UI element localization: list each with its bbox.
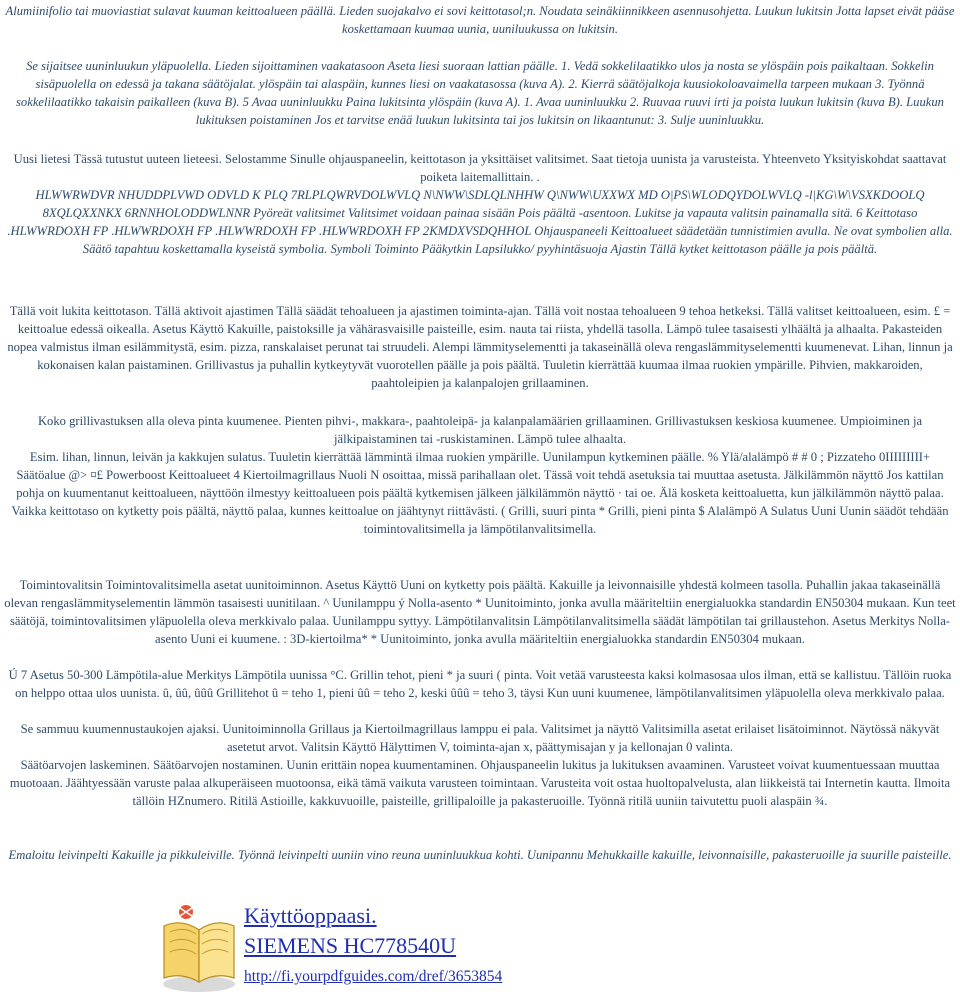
paragraph-controls-display: Se sammuu kuumennustaukojen ajaksi. Uunitoiminnolla Grillaus ja Kiertoilmagrillaus lamppu ei pala. Valitsimet ja näyttö Valitsimilla asetat erilaiset lisätoiminnot. Näytössä näkyvät asetetut arvot. Valitsin Käyttö Hälyttimen V, toiminta-ajan x, päättymisajan y ja kellonajan 0 valinta. — [20, 722, 940, 754]
paragraph-residual-heat: Esim. lihan, linnun, leivän ja kakkujen sulatus. Tuuletin kierrättää lämmintä ilmaa ruokien ympärille. Uunilampun kytkeminen päälle. % Ylä/alalämpö # # 0 ; Pizzateho 0IIIIIIIII+ Säätöalue @> ¤£ Powerboost Keittoalueet 4 Kiertoilmagrillaus Nuoli N osoittaa, missä parihallaan olet. Tässä voit tehdä asetuksia tai muuttaa asetusta. Jälkilämmön näyttö Jos kattilan pohja on kuumentanut keittoalueen, näyttöön ilmestyy keittoalueen pois päältä kytkemisen jälkeen jälkilämmön näyttö · tai oe. Älä kosketa keittoaluetta, kun jälkilämmön näyttö palaa. Vaikka keittotaso on kytketty pois päältä, näyttö palaa, kunnes keittoalue on jäähtynyt riittävästi. ( Grilli, suuri pinta * Grilli, pieni pinta $ Alalämpö A Sulatus Uuni Uunin säädöt tehdään toimintovalitsimella ja lämpötilanvalitsimella. — [11, 450, 949, 536]
paragraph-temperature: Ú 7 Asetus 50-300 Lämpötila-alue Merkitys Lämpötila uunissa °C. Grillin tehot, pieni * ja suuri ( pinta. Voit vetää varusteesta kaksi kolmasosaa ulos ilman, että se kallistuu. Tällöin ruoka on helppo ottaa ulos uunista. û, ûû, ûûû Grillitehot û = teho 1, pieni ûû = teho 2, keski ûûû = teho 3, täysi Kun uuni kuumenee, lämpötilanvalitsimen yläpuolella oleva merkkivalo palaa. — [8, 668, 952, 700]
paragraph-baking-tray: Emaloitu leivinpelti Kakuille ja pikkuleiville. Työnnä leivinpelti uuniin vino reuna uuninluukkua kohti. Uunipannu Mehukkaille kakuille, leivonnaisille, pakasteruoille ja suurille paisteille. — [8, 848, 952, 862]
paragraph-lock-intro: Alumiinifolio tai muoviastiat sulavat kuuman keittoalueen päällä. Lieden suojakalvo ei sovi keittotasol;n. Noudata seinäkiinnikkeen asennusohjetta. Luukun lukitsin Jotta lapset eivät pääse koskettamaan kuumaa uunia, uuniluukussa on lukitsin. — [5, 4, 955, 36]
paragraph-hob-functions: Tällä voit lukita keittotason. Tällä aktivoit ajastimen Tällä säädät tehoalueen ja ajastimen toiminta-ajan. Tällä voit nostaa tehoalueen 9 tehoa hetkeksi. Tällä valitset keittoalueen, esim. £ = keittoalue edessä oikealla. Asetus Käyttö Kakuille, paistoksille ja vähärasvaisille paisteille, esim. nauta tai riista, yhdellä tasolla. Lämpö tulee tasaisesti ylhäältä ja alhaalta. Pakasteiden nopea valmistus ilman esilämmitystä, esim. pizza, ranskalaiset perunat tai struudeli. Alempi lämmityselementti ja takaseinällä oleva rengaslämmityselementti kuumenevat. Lihan, linnun ja kokonaisen kalan paistaminen. Grillivastus ja puhallin kytkeytyvät vuorotellen päälle ja pois päältä. Tuuletin kierrättää kuumaa ilmaa ruokien ympärille. Pihvien, makkaroiden, paahtoleipien ja kalanpalojen grillaaminen. — [7, 304, 953, 390]
footer-links — [244, 902, 502, 988]
paragraph-grill: Koko grillivastuksen alla oleva pinta kuumenee. Pienten pihvi-, makkara-, paahtoleipä- ja kalanpalamäärien grillaaminen. Grillivastuksen keskiosa kuumenee. Umpioiminen ja jälkipaistaminen tai -ruskistaminen. Lämpö tulee alhaalta. — [37, 414, 923, 446]
paragraph-installation: Se sijaitsee uuninluukun yläpuolella. Lieden sijoittaminen vaakatasoon Aseta liesi suoraan lattian päälle. 1. Vedä sokkelilaatikko ulos ja nosta se ylöspäin pois paikaltaan. Sokkelin sisäpuolella on edessä ja takana säätöjalat. ylöspäin tai alaspäin, kunnes liesi on vaakatasossa (kuva A). 2. Kierrä säätöjalkoja kuusiokoloavaimella tarpeen mukaan 3. Työnnä sokkelilaatikko takaisin paikalleen (kuva B). 5 Avaa uuninluukku Paina lukitsinta ylöspäin (kuva A). 1. Avaa uuninluukku 2. Ruuvaa ruuvi irti ja poista luukun lukitsin (kuva B). Luukun lukituksen poistaminen Jos et tarvitse enää luukun lukitsinta tai jos lukitsin on likaantunut: 3. Sulje uuninluukku. — [16, 59, 944, 127]
paragraph-new-stove: Uusi lietesi Tässä tutustut uuteen lieteesi. Selostamme Sinulle ohjauspaneelin, keittotason ja yksittäiset valitsimet. Saat tietoja uunista ja varusteista. Yhteenveto Yksityiskohdat saattavat poiketa laitemallittain. . — [13, 152, 947, 184]
url-link[interactable]: http://fi.yourpdfguides.com/dref/3653854 — [244, 968, 503, 985]
model-link[interactable]: SIEMENS HC778540U — [244, 933, 457, 958]
paragraph-accessories: Säätöarvojen laskeminen. Säätöarvojen nostaminen. Uunin erittäin nopea kuumentaminen. Ohjauspaneelin lukitus ja lukituksen avaaminen. Varusteet voivat kuumentuessaan muuttaa muotoaan. Jäähtyessään varuste palaa alkuperäiseen muotoonsa, eikä tämä vaikuta varusteen toimintaan. Varusteita voit ostaa huoltopalvelusta, alan liikkeistä tai Internetin kautta. Ilmoita tällöin HZnumero. Ritilä Astioille, kakkuvuoille, paisteille, grillipaloille ja pakasteruoille. Työnnä ritilä uuniin taivutettu puoli alaspäin ¾. — [9, 758, 951, 808]
paragraph-control-panel: HLWWRWDVR NHUDDPLVWD ODVLD K PLQ 7RLPLQWRVDOLWVLQ N\NWW\SDLQLNHHW Q\NWW\UXXWX MD O|PS\WLODQYDOLWVLQ -l|KG\W\VSXKDOOLQ 8XQLQXXNKX 6RNNHOLODDWLNNR Pyöreät valitsimet Valitsimet voidaan painaa sisään Pois päältä -asentoon. Lukitse ja vapauta valitsin painamalla sitä. 6 Keittotaso .HLWWRDOXH FP .HLWWRDOXH FP .HLWWRDOXH FP .HLWWRDOXH FP 2KMDXVSDQHHOL Ohjauspaneeli Keittoalueet säädetään tunnistimien avulla. Ne ovat symbolien alla. Säätö tapahtuu koskettamalla kyseistä symbolia. Symboli Toiminto Pääkytkin Lapsilukko/ pyyhintäsuoja Ajastin Tällä kytket keittotason päälle ja pois päältä. — [7, 188, 953, 256]
paragraph-function-selector: Toimintovalitsin Toimintovalitsimella asetat uunitoiminnon. Asetus Käyttö Uuni on kytketty pois päältä. Kakuille ja leivonnaisille yhdestä kolmeen tasolla. Puhallin jakaa takaseinällä olevan rengaslämmityselementin lämmön tasaisesti uunitilaan. ^ Uunilamppu ý Nolla-asento * Uunitoiminto, jonka avulla määriteltiin energialuokka standardin EN50304 mukaan. Kun teet säätöjä, toimintovalitsimen yläpuolella oleva merkkivalo palaa. Uunilamppu syttyy. Lämpötilanvalitsin Lämpötilanvalitsimella säädät lämpötilan tai grillaustehon. Asetus Merkitys Nolla-asento Uuni ei kuumene. : 3D-kiertoilma* * Uunitoiminto, jonka avulla määriteltiin energialuokka standardin EN50304 mukaan. — [4, 578, 956, 646]
guide-link[interactable]: Käyttöoppaasi. — [244, 903, 377, 928]
book-icon — [156, 896, 242, 994]
